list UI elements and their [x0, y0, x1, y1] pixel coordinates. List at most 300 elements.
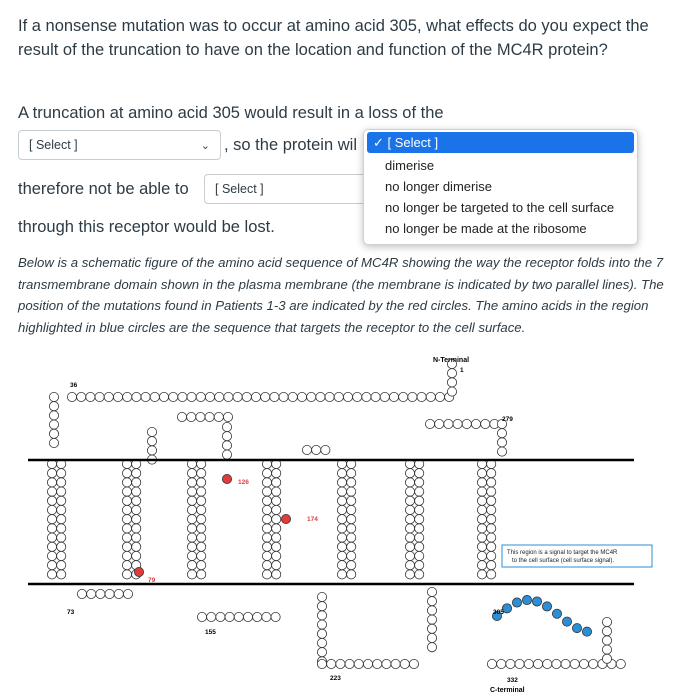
- residue-bead: [477, 533, 486, 542]
- residue-305: 305: [493, 609, 504, 616]
- residue-bead: [307, 392, 316, 401]
- residue-279: 279: [502, 416, 513, 423]
- residue-bead: [187, 515, 196, 524]
- residue-bead: [477, 469, 486, 478]
- residue-bead: [114, 589, 123, 598]
- residue-bead: [122, 542, 131, 551]
- residue-bead: [122, 533, 131, 542]
- residue-bead: [552, 609, 561, 618]
- residue-bead: [216, 612, 225, 621]
- residue-bead: [334, 392, 343, 401]
- residue-bead: [147, 427, 156, 436]
- mc4r-schematic: [22, 352, 662, 697]
- residue-bead: [389, 392, 398, 401]
- residue-bead: [347, 542, 356, 551]
- residue-bead: [363, 659, 372, 668]
- select-3-value: [ Select ]: [215, 182, 264, 196]
- residue-bead: [132, 515, 141, 524]
- residue-bead: [405, 487, 414, 496]
- residue-bead: [427, 615, 436, 624]
- residue-bead: [187, 551, 196, 560]
- residue-bead: [197, 551, 206, 560]
- residue-bead: [132, 392, 141, 401]
- residue-bead: [337, 524, 346, 533]
- residue-bead: [602, 617, 611, 626]
- residue-bead: [427, 606, 436, 615]
- residue-bead: [380, 392, 389, 401]
- residue-bead: [49, 411, 58, 420]
- residue-bead: [481, 419, 490, 428]
- residue-bead: [262, 478, 271, 487]
- residue-bead: [123, 392, 132, 401]
- residue-bead: [572, 624, 581, 633]
- residue-bead: [447, 387, 456, 396]
- residue-bead: [57, 533, 66, 542]
- residue-bead: [47, 515, 56, 524]
- residue-bead: [122, 496, 131, 505]
- residue-bead: [415, 524, 424, 533]
- residue-bead: [427, 643, 436, 652]
- residue-bead: [77, 392, 86, 401]
- residue-bead: [67, 392, 76, 401]
- residue-bead: [225, 612, 234, 621]
- residue-bead: [616, 659, 625, 668]
- question-text: If a nonsense mutation was to occur at amino acid 305, what effects do you expect the result of the truncation to have on the location and function of the MC4R protein?: [18, 17, 649, 59]
- residue-bead: [223, 412, 232, 421]
- residue-bead: [122, 487, 131, 496]
- residue-bead: [57, 469, 66, 478]
- residue-bead: [487, 478, 496, 487]
- residue-bead: [477, 561, 486, 570]
- dropdown-option-select[interactable]: ✓ [ Select ]: [367, 132, 634, 153]
- answer-line-2: , so the protein wil: [224, 136, 357, 154]
- residue-bead: [49, 438, 58, 447]
- residue-bead: [122, 551, 131, 560]
- c-terminal-label: C-terminal: [490, 687, 525, 694]
- residue-bead: [405, 561, 414, 570]
- residue-bead: [316, 392, 325, 401]
- residue-bead: [233, 392, 242, 401]
- residue-bead: [105, 589, 114, 598]
- residue-bead: [336, 659, 345, 668]
- residue-bead: [347, 561, 356, 570]
- residue-bead: [302, 445, 311, 454]
- residue-bead: [579, 659, 588, 668]
- residue-bead: [347, 515, 356, 524]
- residue-bead: [405, 533, 414, 542]
- residue-bead: [462, 419, 471, 428]
- residue-bead: [132, 505, 141, 514]
- residue-bead: [243, 612, 252, 621]
- residue-bead: [337, 515, 346, 524]
- residue-bead: [57, 524, 66, 533]
- residue-bead: [222, 450, 231, 459]
- residue-bead: [196, 392, 205, 401]
- residue-bead: [347, 478, 356, 487]
- n-terminal-label: N-Terminal: [433, 357, 470, 364]
- residue-bead: [132, 542, 141, 551]
- residue-bead: [47, 469, 56, 478]
- residue-bead: [447, 378, 456, 387]
- residue-bead: [262, 524, 271, 533]
- residue-bead: [272, 551, 281, 560]
- residue-bead: [317, 592, 326, 601]
- residue-bead: [169, 392, 178, 401]
- residue-bead: [347, 469, 356, 478]
- residue-bead: [178, 392, 187, 401]
- residue-bead: [512, 598, 521, 607]
- residue-bead: [49, 392, 58, 401]
- residue-bead: [602, 645, 611, 654]
- residue-bead: [399, 392, 408, 401]
- residue-bead: [524, 659, 533, 668]
- residue-bead: [47, 561, 56, 570]
- residue-bead: [197, 487, 206, 496]
- residue-bead: [582, 627, 591, 636]
- residue-bead: [435, 419, 444, 428]
- residue-bead: [345, 659, 354, 668]
- residue-bead: [57, 570, 66, 579]
- residue-bead: [515, 659, 524, 668]
- residue-bead: [347, 551, 356, 560]
- residue-bead: [122, 515, 131, 524]
- residue-bead: [132, 478, 141, 487]
- residue-bead: [187, 412, 196, 421]
- residue-bead: [159, 392, 168, 401]
- residue-bead: [197, 542, 206, 551]
- dropdown-option-dimerise[interactable]: dimerise: [385, 158, 435, 173]
- residue-bead: [187, 542, 196, 551]
- residue-bead: [187, 505, 196, 514]
- residue-bead: [561, 659, 570, 668]
- residue-bead: [104, 392, 113, 401]
- residue-bead: [602, 627, 611, 636]
- residue-bead: [272, 561, 281, 570]
- residue-bead: [197, 533, 206, 542]
- residue-bead: [337, 487, 346, 496]
- residue-bead: [57, 551, 66, 560]
- residue-bead: [187, 524, 196, 533]
- residue-bead: [453, 419, 462, 428]
- residue-bead: [405, 551, 414, 560]
- residue-bead: [602, 636, 611, 645]
- signal-callout-text: This region is a signal to target the MC4R to the cell surface (cell surface signal).: [507, 550, 618, 564]
- residue-bead: [234, 612, 243, 621]
- residue-bead: [47, 533, 56, 542]
- residue-bead: [47, 542, 56, 551]
- residue-bead: [317, 611, 326, 620]
- residue-bead: [409, 659, 418, 668]
- residue-bead: [347, 570, 356, 579]
- answer-line-1: A truncation at amino acid 305 would result in a loss of the: [18, 104, 444, 122]
- residue-bead: [497, 447, 506, 456]
- residue-bead: [543, 659, 552, 668]
- residue-bead: [405, 478, 414, 487]
- residue-bead: [391, 659, 400, 668]
- residue-bead: [47, 551, 56, 560]
- residue-bead: [317, 602, 326, 611]
- residue-bead: [427, 587, 436, 596]
- residue-bead: [347, 496, 356, 505]
- residue-bead: [477, 515, 486, 524]
- residue-bead: [113, 392, 122, 401]
- dropdown-option-no-longer-targeted[interactable]: no longer be targeted to the cell surface: [385, 200, 615, 215]
- residue-bead: [187, 392, 196, 401]
- residue-bead: [497, 659, 506, 668]
- residue-bead: [96, 589, 105, 598]
- residue-223: 223: [330, 675, 341, 682]
- residue-bead: [408, 392, 417, 401]
- residue-bead: [444, 419, 453, 428]
- residue-bead: [122, 469, 131, 478]
- residue-bead: [222, 432, 231, 441]
- residue-bead: [47, 524, 56, 533]
- residue-bead: [272, 487, 281, 496]
- residue-bead: [47, 496, 56, 505]
- residue-bead: [134, 567, 143, 576]
- residue-bead: [337, 542, 346, 551]
- residue-bead: [197, 524, 206, 533]
- residue-bead: [279, 392, 288, 401]
- residue-bead: [337, 469, 346, 478]
- residue-bead: [272, 570, 281, 579]
- residue-bead: [371, 392, 380, 401]
- residue-bead: [132, 524, 141, 533]
- residue-bead: [362, 392, 371, 401]
- answer-line-4: through this receptor would be lost.: [18, 218, 275, 236]
- residue-bead: [123, 589, 132, 598]
- residue-bead: [187, 496, 196, 505]
- residue-bead: [262, 570, 271, 579]
- residue-bead: [272, 496, 281, 505]
- chevron-down-icon: ⌄: [200, 139, 210, 152]
- residue-bead: [487, 487, 496, 496]
- residue-bead: [487, 551, 496, 560]
- residue-bead: [417, 392, 426, 401]
- residue-bead: [312, 445, 321, 454]
- residue-bead: [288, 392, 297, 401]
- residue-bead: [477, 487, 486, 496]
- residue-155: 155: [205, 629, 216, 636]
- residue-bead: [270, 392, 279, 401]
- residue-1: 1: [460, 367, 464, 374]
- residue-bead: [337, 570, 346, 579]
- figure-description: Below is a schematic figure of the amino acid sequence of MC4R showing the way the receptor folds into the 7 transmembrane domain shown in the plasma membrane (the membrane is indicated by two parallel lines). The position of the mutations found in Patients 1-3 are indicated by the red circles. The amino acids in the region highlighted in blue circles are the sequence that targets the receptor to the cell surface.: [18, 255, 664, 335]
- residue-bead: [477, 570, 486, 579]
- residue-bead: [207, 612, 216, 621]
- residue-bead: [405, 542, 414, 551]
- residue-bead: [122, 561, 131, 570]
- residue-bead: [327, 659, 336, 668]
- check-icon: ✓: [373, 135, 384, 150]
- residue-bead: [197, 478, 206, 487]
- residue-bead: [251, 392, 260, 401]
- residue-bead: [405, 505, 414, 514]
- residue-bead: [405, 570, 414, 579]
- residue-bead: [47, 487, 56, 496]
- residue-bead: [205, 392, 214, 401]
- residue-bead: [477, 478, 486, 487]
- residue-bead: [337, 561, 346, 570]
- residue-bead: [415, 496, 424, 505]
- residue-bead: [47, 478, 56, 487]
- residue-bead: [57, 515, 66, 524]
- residue-bead: [415, 551, 424, 560]
- residue-bead: [297, 392, 306, 401]
- residue-bead: [147, 446, 156, 455]
- residue-bead: [589, 659, 598, 668]
- residue-bead: [325, 392, 334, 401]
- residue-bead: [222, 474, 231, 483]
- residue-bead: [487, 561, 496, 570]
- select-3[interactable]: [204, 174, 369, 204]
- residue-bead: [602, 654, 611, 663]
- residue-bead: [347, 487, 356, 496]
- residue-bead: [187, 533, 196, 542]
- residue-bead: [222, 422, 231, 431]
- residue-bead: [317, 629, 326, 638]
- residue-bead: [522, 595, 531, 604]
- residue-bead: [187, 561, 196, 570]
- residue-bead: [400, 659, 409, 668]
- residue-bead: [57, 478, 66, 487]
- residue-bead: [187, 478, 196, 487]
- residue-bead: [354, 659, 363, 668]
- residue-bead: [57, 496, 66, 505]
- residue-bead: [447, 369, 456, 378]
- residue-bead: [262, 561, 271, 570]
- residue-79: 79: [148, 577, 156, 584]
- residue-bead: [242, 392, 251, 401]
- residue-bead: [405, 515, 414, 524]
- residue-bead: [141, 392, 150, 401]
- residue-bead: [57, 542, 66, 551]
- residue-bead: [132, 469, 141, 478]
- residue-bead: [487, 533, 496, 542]
- residue-126: 126: [238, 479, 249, 486]
- residue-bead: [187, 570, 196, 579]
- residue-bead: [47, 505, 56, 514]
- residue-bead: [435, 392, 444, 401]
- dropdown-option-no-longer-dimerise[interactable]: no longer dimerise: [385, 179, 492, 194]
- residue-bead: [197, 570, 206, 579]
- residue-bead: [487, 542, 496, 551]
- residue-bead: [49, 429, 58, 438]
- residue-bead: [57, 505, 66, 514]
- residue-bead: [77, 589, 86, 598]
- residue-bead: [477, 542, 486, 551]
- dropdown-option-no-longer-made[interactable]: no longer be made at the ribosome: [385, 221, 587, 236]
- answer-line-3: therefore not be able to: [18, 180, 189, 198]
- select-2-dropdown[interactable]: [363, 129, 638, 245]
- residue-bead: [261, 392, 270, 401]
- residue-bead: [487, 524, 496, 533]
- residue-bead: [317, 620, 326, 629]
- residue-bead: [177, 412, 186, 421]
- residue-bead: [262, 469, 271, 478]
- residue-bead: [197, 496, 206, 505]
- residue-bead: [272, 533, 281, 542]
- residue-bead: [122, 524, 131, 533]
- residue-bead: [415, 487, 424, 496]
- residue-bead: [487, 505, 496, 514]
- residue-bead: [487, 469, 496, 478]
- residue-bead: [187, 487, 196, 496]
- residue-bead: [224, 392, 233, 401]
- residue-bead: [487, 570, 496, 579]
- residue-bead: [317, 638, 326, 647]
- residue-bead: [122, 570, 131, 579]
- residue-bead: [497, 438, 506, 447]
- residue-bead: [337, 505, 346, 514]
- residue-bead: [321, 445, 330, 454]
- residue-bead: [262, 542, 271, 551]
- residue-bead: [532, 597, 541, 606]
- residue-bead: [205, 412, 214, 421]
- residue-bead: [49, 402, 58, 411]
- residue-bead: [415, 469, 424, 478]
- residue-bead: [415, 533, 424, 542]
- residue-bead: [49, 420, 58, 429]
- residue-bead: [427, 624, 436, 633]
- residue-bead: [57, 487, 66, 496]
- residue-bead: [337, 496, 346, 505]
- residue-bead: [353, 392, 362, 401]
- residue-bead: [122, 478, 131, 487]
- residue-bead: [122, 505, 131, 514]
- residue-bead: [262, 551, 271, 560]
- residue-bead: [196, 412, 205, 421]
- residue-bead: [471, 419, 480, 428]
- residue-bead: [272, 505, 281, 514]
- residue-bead: [317, 648, 326, 657]
- residue-bead: [150, 392, 159, 401]
- residue-bead: [253, 612, 262, 621]
- residue-bead: [477, 505, 486, 514]
- select-1[interactable]: [18, 130, 221, 160]
- residue-bead: [262, 515, 271, 524]
- residue-bead: [477, 551, 486, 560]
- residue-bead: [427, 633, 436, 642]
- residue-bead: [337, 551, 346, 560]
- residue-bead: [187, 469, 196, 478]
- residue-bead: [281, 514, 290, 523]
- residue-174: 174: [307, 516, 318, 523]
- select-1-value: [ Select ]: [29, 138, 78, 152]
- residue-bead: [262, 487, 271, 496]
- residue-bead: [272, 542, 281, 551]
- residue-bead: [415, 542, 424, 551]
- residue-bead: [271, 612, 280, 621]
- residue-bead: [415, 570, 424, 579]
- residue-bead: [197, 561, 206, 570]
- residue-bead: [415, 561, 424, 570]
- residue-bead: [272, 524, 281, 533]
- residue-bead: [477, 524, 486, 533]
- residue-bead: [222, 441, 231, 450]
- residue-bead: [347, 524, 356, 533]
- residue-bead: [506, 659, 515, 668]
- residue-bead: [405, 469, 414, 478]
- residue-bead: [415, 505, 424, 514]
- residue-bead: [415, 478, 424, 487]
- residue-bead: [272, 478, 281, 487]
- residue-bead: [552, 659, 561, 668]
- residue-bead: [562, 617, 571, 626]
- residue-bead: [487, 515, 496, 524]
- residue-bead: [197, 469, 206, 478]
- residue-332: 332: [507, 677, 518, 684]
